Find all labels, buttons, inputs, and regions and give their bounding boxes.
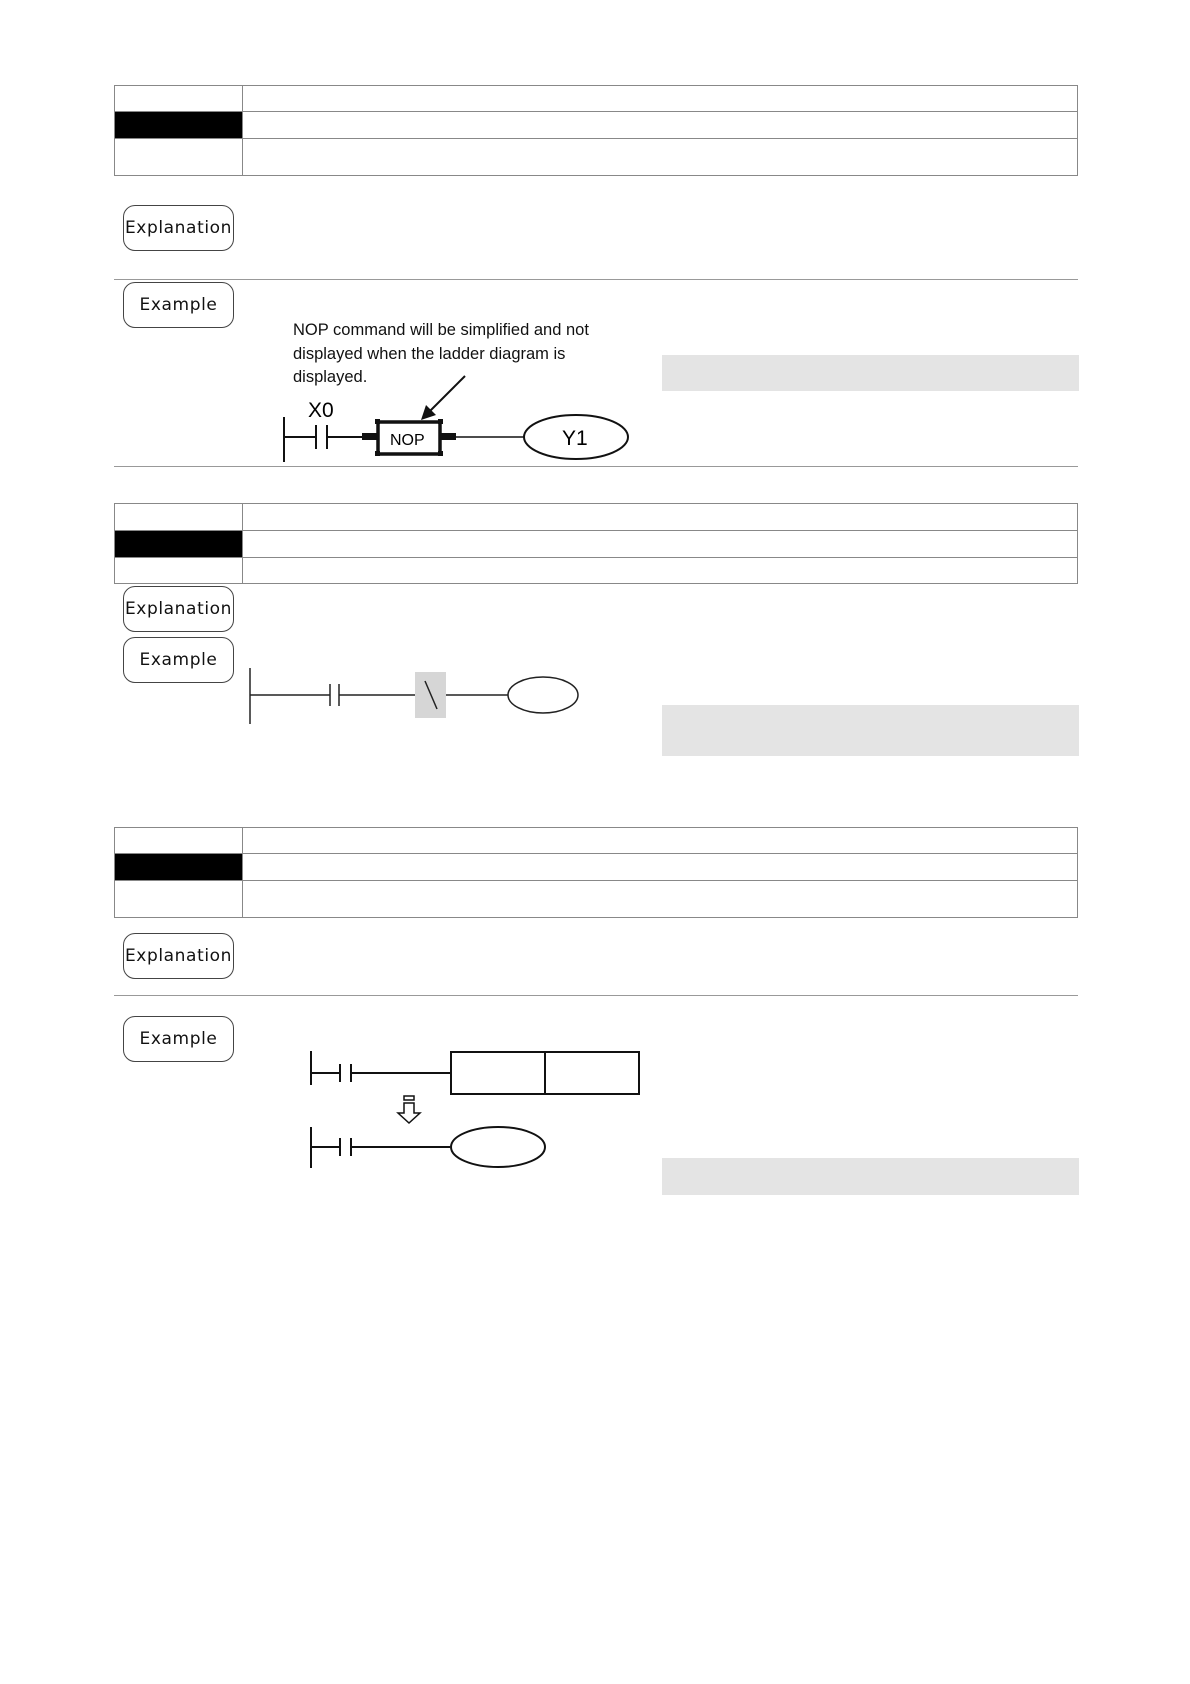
table-row: [115, 854, 1077, 881]
section-divider: [114, 279, 1078, 280]
nop-box-corner: [438, 451, 443, 456]
instruction-list-panel: [662, 355, 1079, 391]
row-header: [115, 558, 243, 584]
row-content: [244, 854, 1077, 880]
instruction-table-3: [114, 827, 1078, 918]
section-divider: [114, 466, 1078, 467]
row-content: [244, 504, 1077, 530]
explanation-tag: Explanation: [123, 205, 234, 251]
down-arrow-icon: [398, 1103, 420, 1123]
example-tag: Example: [123, 1016, 234, 1062]
table-row: [115, 86, 1077, 112]
example-tag: Example: [123, 282, 234, 328]
nop-box-corner: [375, 451, 380, 456]
inverse-ladder-diagram: [240, 660, 585, 730]
row-content: [244, 881, 1077, 918]
instruction-list-panel: [662, 1158, 1079, 1195]
table-row: [115, 558, 1077, 584]
row-header: [115, 504, 243, 530]
section-divider: [114, 995, 1078, 996]
row-header: [115, 828, 243, 853]
row-header: [115, 86, 243, 111]
row-content: [244, 139, 1077, 176]
row-content: [244, 531, 1077, 557]
table-row: [115, 881, 1077, 918]
nop-instruction-label: NOP: [390, 432, 425, 449]
coil-label: Y1: [562, 427, 588, 450]
row-content: [244, 828, 1077, 853]
row-header-highlighted: [115, 854, 243, 880]
row-content: [244, 558, 1077, 584]
output-coil: [451, 1127, 545, 1167]
table-row: [115, 112, 1077, 139]
arrow-shaft: [429, 376, 465, 412]
explanation-tag: Explanation: [123, 933, 234, 979]
row-header-highlighted: [115, 112, 243, 138]
row-content: [244, 112, 1077, 138]
nop-note: NOP command will be simplified and not displayed when the ladder diagram is displayed.: [293, 321, 589, 386]
contact-label: X0: [308, 399, 334, 422]
table-row: [115, 139, 1077, 176]
nop-connector-left: [362, 433, 378, 440]
row-header: [115, 881, 243, 918]
nop-connector-right: [440, 433, 456, 440]
pointer-arrow: [415, 372, 470, 422]
explanation-tag: Explanation: [123, 586, 234, 632]
instruction-table-1: [114, 85, 1078, 176]
table-row: [115, 504, 1077, 531]
down-arrow-cap: [404, 1096, 414, 1100]
nop-box-corner: [375, 419, 380, 424]
example-tag: Example: [123, 637, 234, 683]
row-header-highlighted: [115, 531, 243, 557]
table-row: [115, 531, 1077, 558]
instruction-table-2: [114, 503, 1078, 584]
table-row: [115, 828, 1077, 854]
row-content: [244, 86, 1077, 111]
output-coil: [508, 677, 578, 713]
instruction-list-panel: [662, 705, 1079, 756]
row-header: [115, 139, 243, 176]
conversion-ladder-diagram: [300, 1045, 650, 1175]
